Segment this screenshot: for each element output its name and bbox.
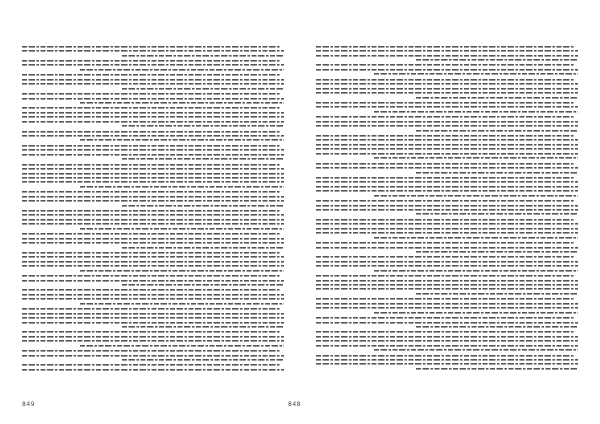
paragraph: [22, 106, 284, 128]
paragraph: [22, 363, 284, 372]
paragraph: [316, 297, 578, 315]
text-line: [122, 157, 284, 161]
paragraph: [316, 240, 578, 253]
right-page-number: 848: [288, 401, 301, 408]
paragraph: [22, 348, 284, 361]
text-line: [122, 123, 284, 127]
paragraph: [22, 273, 284, 286]
text-line: [416, 57, 578, 61]
paragraph: [22, 143, 284, 161]
paragraph: [22, 162, 284, 189]
paragraph: [22, 129, 284, 142]
text-line: [80, 138, 284, 142]
text-line: [374, 193, 578, 197]
text-line: [374, 72, 578, 76]
paragraph: [316, 44, 578, 62]
text-line: [80, 100, 284, 104]
left-page-number: 849: [22, 401, 35, 408]
text-line: [122, 357, 284, 361]
text-line: [122, 282, 284, 286]
paragraph: [316, 100, 578, 113]
text-line: [80, 226, 284, 230]
paragraph: [22, 58, 284, 71]
text-line: [416, 291, 578, 295]
paragraph: [22, 288, 284, 306]
text-line: [416, 212, 578, 216]
paragraph: [316, 175, 578, 197]
text-line: [122, 324, 284, 328]
paragraph: [316, 63, 578, 76]
text-line: [80, 67, 284, 71]
paragraph: [22, 91, 284, 104]
paragraph: [316, 330, 578, 352]
text-line: [80, 184, 284, 188]
text-line: [122, 53, 284, 57]
text-line: [416, 95, 578, 99]
paragraph: [316, 133, 578, 160]
text-line: [122, 86, 284, 90]
paragraph: [22, 232, 284, 250]
paragraph: [316, 161, 578, 174]
text-line: [416, 324, 578, 328]
paragraph: [22, 330, 284, 348]
right-page-text: [316, 44, 578, 372]
text-line: [374, 268, 578, 272]
text-line: [416, 128, 578, 132]
paragraph: [316, 273, 578, 295]
paragraph: [316, 77, 578, 99]
paragraph: [22, 208, 284, 230]
text-line: [80, 301, 284, 305]
text-line: [122, 245, 284, 249]
paragraph: [22, 73, 284, 91]
text-line: [416, 170, 578, 174]
text-line: [374, 347, 578, 351]
paragraph: [22, 190, 284, 208]
paragraph: [22, 250, 284, 272]
paragraph: [316, 198, 578, 216]
paragraph: [316, 255, 578, 273]
paragraph: [316, 315, 578, 328]
text-line: [374, 156, 578, 160]
text-line: [80, 268, 284, 272]
left-page-text: [22, 44, 284, 372]
text-line: [416, 249, 578, 253]
text-line: [374, 235, 578, 239]
text-line: [416, 366, 578, 370]
paragraph: [22, 307, 284, 329]
text-line: [122, 203, 284, 207]
text-line: [80, 343, 284, 347]
paragraph: [316, 217, 578, 239]
paragraph: [316, 115, 578, 133]
text-line: [374, 109, 578, 113]
paragraph: [22, 44, 284, 57]
text-line: [374, 310, 578, 314]
paragraph: [316, 353, 578, 371]
